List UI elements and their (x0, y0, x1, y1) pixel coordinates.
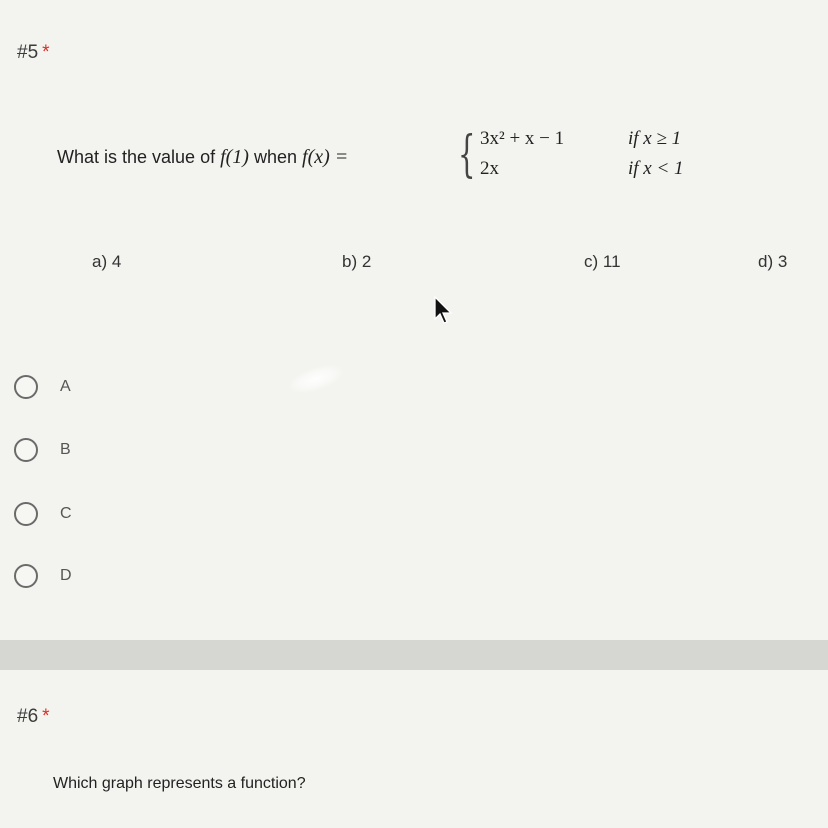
radio-button-icon[interactable] (14, 564, 38, 588)
question-number-text: #6 (17, 706, 39, 727)
brace-icon: { (458, 125, 476, 183)
radio-option-c[interactable] (14, 502, 72, 526)
answer-choice-b: b) 2 (342, 252, 372, 271)
required-asterisk: * (42, 706, 50, 727)
prompt-text: What is the value of (57, 147, 221, 167)
radio-option-b[interactable] (14, 438, 71, 462)
answer-choice-c: c) 11 (584, 252, 621, 271)
option-label-a: A (60, 378, 71, 395)
piecewise-function (458, 125, 738, 190)
radio-button-icon[interactable] (14, 438, 38, 462)
option-label-c: C (60, 505, 72, 522)
prompt-f1: f(1) (220, 146, 249, 168)
question-number-text: #5 (17, 42, 39, 63)
question-prompt (57, 146, 348, 169)
answer-choice-d: d) 3 (758, 252, 788, 271)
question-prompt: Which graph represents a function? (53, 775, 306, 792)
option-label-b: B (60, 441, 71, 458)
radio-button-icon[interactable] (14, 502, 38, 526)
answer-choice-a: a) 4 (92, 252, 122, 271)
screen-glare (286, 360, 346, 398)
question-number (17, 42, 50, 64)
piecewise-case-1-expression: 3x² + x − 1 (480, 128, 565, 149)
mouse-cursor-icon (433, 295, 455, 325)
piecewise-case-2-condition: if x < 1 (628, 158, 684, 179)
radio-option-d[interactable] (14, 564, 72, 588)
piecewise-case-1-condition: if x ≥ 1 (628, 128, 682, 149)
radio-option-a[interactable] (14, 375, 71, 399)
question-number (17, 706, 50, 728)
prompt-fx: f(x) = (302, 146, 349, 168)
option-label-d: D (60, 567, 72, 584)
required-asterisk: * (42, 42, 50, 63)
prompt-when: when (248, 147, 303, 167)
question-card-6 (0, 670, 828, 828)
card-separator (0, 640, 828, 670)
piecewise-case-2-expression: 2x (480, 158, 499, 179)
radio-button-icon[interactable] (14, 375, 38, 399)
